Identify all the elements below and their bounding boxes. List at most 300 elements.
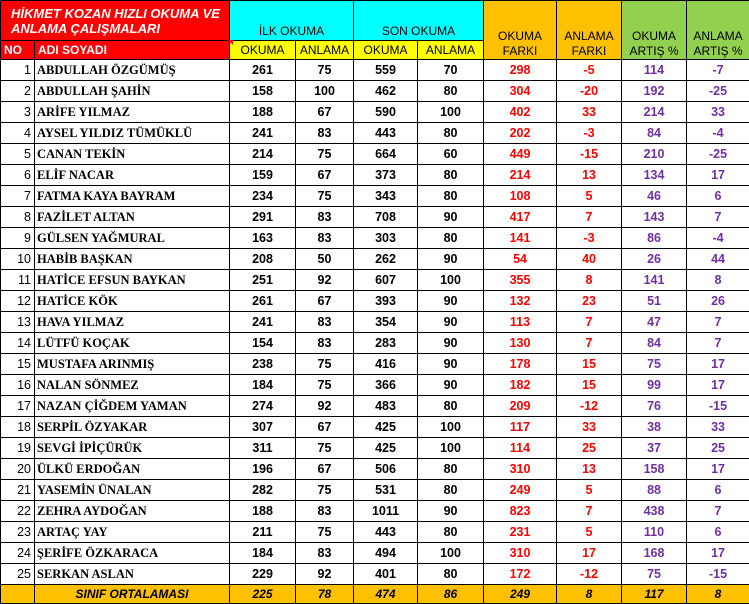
cell-okuma-farki[interactable]: 54 bbox=[484, 249, 557, 270]
cell-name[interactable]: SEVGİ İPİÇÜRÜK bbox=[35, 438, 230, 459]
cell-ilk-anlama[interactable]: 75 bbox=[296, 354, 354, 375]
cell-no[interactable]: 23 bbox=[1, 522, 35, 543]
cell-okuma-farki[interactable]: 130 bbox=[484, 333, 557, 354]
cell-no[interactable]: 24 bbox=[1, 543, 35, 564]
cell-son-okuma[interactable]: 483 bbox=[354, 396, 418, 417]
cell-ilk-okuma[interactable]: 159 bbox=[230, 165, 296, 186]
cell-name[interactable]: YASEMİN ÜNALAN bbox=[35, 480, 230, 501]
cell-anlama-farki[interactable]: -5 bbox=[557, 60, 622, 81]
cell-ilk-anlama[interactable]: 67 bbox=[296, 102, 354, 123]
cell-anlama-farki[interactable]: -12 bbox=[557, 564, 622, 585]
cell-ilk-anlama[interactable]: 75 bbox=[296, 186, 354, 207]
header-adi-soyadi[interactable]: ADI SOYADI bbox=[35, 41, 230, 60]
table-row bbox=[1, 102, 749, 123]
cell-anlama-farki[interactable]: -3 bbox=[557, 228, 622, 249]
cell-okuma-artis[interactable]: 46 bbox=[622, 186, 687, 207]
table-row bbox=[1, 522, 749, 543]
cell-ilk-okuma[interactable]: 184 bbox=[230, 375, 296, 396]
footer-son-anlama[interactable]: 86 bbox=[418, 585, 484, 604]
cell-name[interactable]: SERKAN ASLAN bbox=[35, 564, 230, 585]
cell-no[interactable]: 18 bbox=[1, 417, 35, 438]
cell-no[interactable]: 21 bbox=[1, 480, 35, 501]
cell-no[interactable]: 25 bbox=[1, 564, 35, 585]
cell-anlama-artis[interactable]: 33 bbox=[687, 417, 749, 438]
cell-anlama-farki[interactable]: 40 bbox=[557, 249, 622, 270]
cell-okuma-farki[interactable]: 117 bbox=[484, 417, 557, 438]
cell-son-okuma[interactable]: 283 bbox=[354, 333, 418, 354]
cell-ilk-okuma[interactable]: 196 bbox=[230, 459, 296, 480]
cell-okuma-artis[interactable]: 168 bbox=[622, 543, 687, 564]
cell-okuma-farki[interactable]: 402 bbox=[484, 102, 557, 123]
cell-no[interactable]: 6 bbox=[1, 165, 35, 186]
cell-okuma-artis[interactable]: 37 bbox=[622, 438, 687, 459]
cell-no[interactable]: 7 bbox=[1, 186, 35, 207]
cell-son-okuma[interactable]: 303 bbox=[354, 228, 418, 249]
cell-ilk-okuma[interactable]: 261 bbox=[230, 291, 296, 312]
cell-ilk-okuma[interactable]: 188 bbox=[230, 501, 296, 522]
header-okuma-artis[interactable]: OKUMA ARTIŞ % bbox=[622, 1, 687, 60]
cell-anlama-farki[interactable]: 17 bbox=[557, 543, 622, 564]
cell-ilk-anlama[interactable]: 67 bbox=[296, 459, 354, 480]
cell-no[interactable]: 19 bbox=[1, 438, 35, 459]
cell-ilk-okuma[interactable]: 307 bbox=[230, 417, 296, 438]
cell-anlama-artis[interactable]: 6 bbox=[687, 186, 749, 207]
header-son-okuma-sub[interactable]: OKUMA bbox=[354, 41, 418, 60]
table-row bbox=[1, 480, 749, 501]
cell-okuma-artis[interactable]: 76 bbox=[622, 396, 687, 417]
cell-no[interactable]: 2 bbox=[1, 81, 35, 102]
table-row bbox=[1, 123, 749, 144]
cell-anlama-artis[interactable]: 8 bbox=[687, 270, 749, 291]
table-row bbox=[1, 249, 749, 270]
cell-ilk-okuma[interactable]: 274 bbox=[230, 396, 296, 417]
cell-ilk-anlama[interactable]: 75 bbox=[296, 144, 354, 165]
footer-son-okuma[interactable]: 474 bbox=[354, 585, 418, 604]
table-row bbox=[1, 459, 749, 480]
header-ilk-okuma-sub[interactable]: OKUMA bbox=[230, 41, 296, 60]
cell-anlama-artis[interactable]: 7 bbox=[687, 312, 749, 333]
cell-name[interactable]: FATMA KAYA BAYRAM bbox=[35, 186, 230, 207]
cell-anlama-artis[interactable]: 7 bbox=[687, 207, 749, 228]
cell-okuma-farki[interactable]: 298 bbox=[484, 60, 557, 81]
cell-son-anlama[interactable]: 100 bbox=[418, 270, 484, 291]
cell-anlama-farki[interactable]: 7 bbox=[557, 501, 622, 522]
cell-anlama-farki[interactable]: 5 bbox=[557, 522, 622, 543]
table-row bbox=[1, 312, 749, 333]
cell-okuma-artis[interactable]: 110 bbox=[622, 522, 687, 543]
cell-son-okuma[interactable]: 425 bbox=[354, 438, 418, 459]
cell-son-okuma[interactable]: 590 bbox=[354, 102, 418, 123]
cell-no[interactable]: 5 bbox=[1, 144, 35, 165]
cell-ilk-okuma[interactable]: 229 bbox=[230, 564, 296, 585]
cell-okuma-farki[interactable]: 209 bbox=[484, 396, 557, 417]
cell-ilk-anlama[interactable]: 67 bbox=[296, 165, 354, 186]
cell-ilk-anlama[interactable]: 83 bbox=[296, 312, 354, 333]
cell-anlama-farki[interactable]: 5 bbox=[557, 186, 622, 207]
cell-okuma-artis[interactable]: 86 bbox=[622, 228, 687, 249]
cell-anlama-artis[interactable]: -25 bbox=[687, 144, 749, 165]
cell-ilk-okuma[interactable]: 291 bbox=[230, 207, 296, 228]
cell-okuma-farki[interactable]: 132 bbox=[484, 291, 557, 312]
cell-okuma-artis[interactable]: 141 bbox=[622, 270, 687, 291]
data-rows bbox=[1, 60, 749, 585]
cell-son-okuma[interactable]: 664 bbox=[354, 144, 418, 165]
cell-son-okuma[interactable]: 393 bbox=[354, 291, 418, 312]
cell-son-okuma[interactable]: 462 bbox=[354, 81, 418, 102]
table-row bbox=[1, 438, 749, 459]
cell-ilk-okuma[interactable]: 251 bbox=[230, 270, 296, 291]
cell-son-okuma[interactable]: 559 bbox=[354, 60, 418, 81]
table-row bbox=[1, 60, 749, 81]
cell-ilk-okuma[interactable]: 234 bbox=[230, 186, 296, 207]
cell-anlama-artis[interactable]: 17 bbox=[687, 165, 749, 186]
cell-ilk-okuma[interactable]: 214 bbox=[230, 144, 296, 165]
cell-son-anlama[interactable]: 70 bbox=[418, 60, 484, 81]
cell-name[interactable]: ZEHRA AYDOĞAN bbox=[35, 501, 230, 522]
cell-anlama-farki[interactable]: 5 bbox=[557, 480, 622, 501]
cell-son-okuma[interactable]: 401 bbox=[354, 564, 418, 585]
cell-son-anlama[interactable]: 90 bbox=[418, 312, 484, 333]
cell-anlama-farki[interactable]: 15 bbox=[557, 354, 622, 375]
table-row bbox=[1, 270, 749, 291]
cell-ilk-okuma[interactable]: 238 bbox=[230, 354, 296, 375]
cell-okuma-artis[interactable]: 134 bbox=[622, 165, 687, 186]
cell-anlama-artis[interactable]: -15 bbox=[687, 396, 749, 417]
cell-ilk-anlama[interactable]: 83 bbox=[296, 333, 354, 354]
header-no[interactable]: NO bbox=[1, 41, 35, 60]
cell-anlama-artis[interactable]: 25 bbox=[687, 438, 749, 459]
cell-anlama-farki[interactable]: 13 bbox=[557, 459, 622, 480]
cell-no[interactable]: 1 bbox=[1, 60, 35, 81]
cell-son-anlama[interactable]: 100 bbox=[418, 438, 484, 459]
cell-son-anlama[interactable]: 80 bbox=[418, 186, 484, 207]
table-row bbox=[1, 228, 749, 249]
table-row bbox=[1, 165, 749, 186]
cell-okuma-artis[interactable]: 114 bbox=[622, 60, 687, 81]
cell-ilk-anlama[interactable]: 75 bbox=[296, 60, 354, 81]
cell-name[interactable]: NALAN SÖNMEZ bbox=[35, 375, 230, 396]
cell-no[interactable]: 14 bbox=[1, 333, 35, 354]
cell-okuma-artis[interactable]: 38 bbox=[622, 417, 687, 438]
cell-name[interactable]: ABDULLAH ŞAHİN bbox=[35, 81, 230, 102]
cell-okuma-farki[interactable]: 823 bbox=[484, 501, 557, 522]
cell-ilk-anlama[interactable]: 83 bbox=[296, 123, 354, 144]
cell-okuma-artis[interactable]: 210 bbox=[622, 144, 687, 165]
cell-anlama-artis[interactable]: 26 bbox=[687, 291, 749, 312]
cell-anlama-artis[interactable]: 17 bbox=[687, 375, 749, 396]
cell-anlama-artis[interactable]: 6 bbox=[687, 522, 749, 543]
cell-son-anlama[interactable]: 80 bbox=[418, 81, 484, 102]
cell-okuma-farki[interactable]: 417 bbox=[484, 207, 557, 228]
cell-okuma-farki[interactable]: 202 bbox=[484, 123, 557, 144]
cell-anlama-artis[interactable]: -7 bbox=[687, 60, 749, 81]
cell-no[interactable]: 22 bbox=[1, 501, 35, 522]
cell-okuma-farki[interactable]: 249 bbox=[484, 480, 557, 501]
cell-ilk-okuma[interactable]: 184 bbox=[230, 543, 296, 564]
table-row bbox=[1, 501, 749, 522]
cell-son-okuma[interactable]: 262 bbox=[354, 249, 418, 270]
cell-okuma-farki[interactable]: 172 bbox=[484, 564, 557, 585]
cell-name[interactable]: HATİCE EFSUN BAYKAN bbox=[35, 270, 230, 291]
cell-okuma-farki[interactable]: 114 bbox=[484, 438, 557, 459]
cell-anlama-artis[interactable]: -25 bbox=[687, 81, 749, 102]
cell-okuma-farki[interactable]: 355 bbox=[484, 270, 557, 291]
cell-ilk-okuma[interactable]: 154 bbox=[230, 333, 296, 354]
cell-no[interactable]: 9 bbox=[1, 228, 35, 249]
cell-name[interactable]: HAVA YILMAZ bbox=[35, 312, 230, 333]
cell-ilk-anlama[interactable]: 100 bbox=[296, 81, 354, 102]
sheet-title[interactable]: HİKMET KOZAN HIZLI OKUMA VE ANLAMA ÇALIŞMALARI bbox=[1, 1, 230, 41]
table-row bbox=[1, 186, 749, 207]
cell-okuma-artis[interactable]: 84 bbox=[622, 333, 687, 354]
cell-no[interactable]: 17 bbox=[1, 396, 35, 417]
cell-okuma-artis[interactable]: 75 bbox=[622, 354, 687, 375]
cell-son-anlama[interactable]: 60 bbox=[418, 144, 484, 165]
cell-name[interactable]: ABDULLAH ÖZGÜMÜŞ bbox=[35, 60, 230, 81]
cell-okuma-farki[interactable]: 304 bbox=[484, 81, 557, 102]
cell-anlama-artis[interactable]: 17 bbox=[687, 459, 749, 480]
cell-son-okuma[interactable]: 373 bbox=[354, 165, 418, 186]
footer-anlama-farki[interactable]: 8 bbox=[557, 585, 622, 604]
cell-name[interactable]: ÜLKÜ ERDOĞAN bbox=[35, 459, 230, 480]
cell-name[interactable]: CANAN TEKİN bbox=[35, 144, 230, 165]
cell-okuma-farki[interactable]: 182 bbox=[484, 375, 557, 396]
cell-anlama-artis[interactable]: 6 bbox=[687, 480, 749, 501]
cell-son-anlama[interactable]: 80 bbox=[418, 228, 484, 249]
cell-anlama-farki[interactable]: -3 bbox=[557, 123, 622, 144]
header-okuma-farki[interactable]: OKUMA FARKI bbox=[484, 1, 557, 60]
table-row bbox=[1, 354, 749, 375]
cell-name[interactable]: SERPİL ÖZYAKAR bbox=[35, 417, 230, 438]
table-row bbox=[1, 291, 749, 312]
cell-ilk-anlama[interactable]: 75 bbox=[296, 480, 354, 501]
cell-son-anlama[interactable]: 100 bbox=[418, 417, 484, 438]
cell-anlama-artis[interactable]: 17 bbox=[687, 354, 749, 375]
cell-anlama-farki[interactable]: -15 bbox=[557, 144, 622, 165]
cell-ilk-anlama[interactable]: 50 bbox=[296, 249, 354, 270]
cell-ilk-okuma[interactable]: 311 bbox=[230, 438, 296, 459]
cell-anlama-artis[interactable]: 17 bbox=[687, 543, 749, 564]
cell-son-anlama[interactable]: 100 bbox=[418, 102, 484, 123]
cell-okuma-artis[interactable]: 143 bbox=[622, 207, 687, 228]
cell-son-okuma[interactable]: 531 bbox=[354, 480, 418, 501]
table-row bbox=[1, 543, 749, 564]
cell-anlama-artis[interactable]: 33 bbox=[687, 102, 749, 123]
cell-son-anlama[interactable]: 90 bbox=[418, 501, 484, 522]
cell-no[interactable]: 12 bbox=[1, 291, 35, 312]
cell-okuma-artis[interactable]: 88 bbox=[622, 480, 687, 501]
cell-son-anlama[interactable]: 80 bbox=[418, 459, 484, 480]
header-ilk-anlama-sub[interactable]: ANLAMA bbox=[296, 41, 354, 60]
cell-ilk-anlama[interactable]: 75 bbox=[296, 375, 354, 396]
cell-anlama-farki[interactable]: 7 bbox=[557, 333, 622, 354]
header-row-1 bbox=[1, 1, 749, 41]
cell-name[interactable]: NAZAN ÇİĞDEM YAMAN bbox=[35, 396, 230, 417]
cell-name[interactable]: HATİCE KÖK bbox=[35, 291, 230, 312]
cell-okuma-artis[interactable]: 26 bbox=[622, 249, 687, 270]
cell-okuma-artis[interactable]: 84 bbox=[622, 123, 687, 144]
cell-ilk-okuma[interactable]: 208 bbox=[230, 249, 296, 270]
cell-ilk-anlama[interactable]: 67 bbox=[296, 417, 354, 438]
cell-okuma-farki[interactable]: 108 bbox=[484, 186, 557, 207]
cell-anlama-artis[interactable]: -4 bbox=[687, 123, 749, 144]
cell-ilk-anlama[interactable]: 92 bbox=[296, 270, 354, 291]
cell-name[interactable]: ARİFE YILMAZ bbox=[35, 102, 230, 123]
cell-son-okuma[interactable]: 354 bbox=[354, 312, 418, 333]
cell-ilk-okuma[interactable]: 261 bbox=[230, 60, 296, 81]
header-ilk-okuma[interactable]: İLK OKUMA bbox=[230, 1, 354, 41]
cell-name[interactable]: ARTAÇ YAY bbox=[35, 522, 230, 543]
cell-anlama-farki[interactable]: 13 bbox=[557, 165, 622, 186]
cell-anlama-artis[interactable]: 7 bbox=[687, 333, 749, 354]
cell-ilk-anlama[interactable]: 83 bbox=[296, 543, 354, 564]
cell-name[interactable]: ŞERİFE ÖZKARACA bbox=[35, 543, 230, 564]
cell-okuma-artis[interactable]: 47 bbox=[622, 312, 687, 333]
cell-ilk-okuma[interactable]: 163 bbox=[230, 228, 296, 249]
cell-okuma-farki[interactable]: 310 bbox=[484, 459, 557, 480]
cell-son-okuma[interactable]: 607 bbox=[354, 270, 418, 291]
cell-no[interactable]: 10 bbox=[1, 249, 35, 270]
cell-ilk-anlama[interactable]: 67 bbox=[296, 291, 354, 312]
cell-anlama-farki[interactable]: 7 bbox=[557, 312, 622, 333]
cell-anlama-artis[interactable]: 7 bbox=[687, 501, 749, 522]
cell-name[interactable]: LÜTFÜ KOÇAK bbox=[35, 333, 230, 354]
cell-anlama-farki[interactable]: -20 bbox=[557, 81, 622, 102]
cell-okuma-farki[interactable]: 310 bbox=[484, 543, 557, 564]
cell-ilk-okuma[interactable]: 241 bbox=[230, 123, 296, 144]
cell-no[interactable]: 15 bbox=[1, 354, 35, 375]
footer-okuma-farki[interactable]: 249 bbox=[484, 585, 557, 604]
cell-anlama-farki[interactable]: 33 bbox=[557, 102, 622, 123]
cell-son-okuma[interactable]: 506 bbox=[354, 459, 418, 480]
cell-anlama-farki[interactable]: 15 bbox=[557, 375, 622, 396]
footer-ilk-anlama[interactable]: 78 bbox=[296, 585, 354, 604]
table-row bbox=[1, 333, 749, 354]
header-son-okuma[interactable]: SON OKUMA bbox=[354, 1, 484, 41]
cell-son-okuma[interactable]: 343 bbox=[354, 186, 418, 207]
table-row bbox=[1, 396, 749, 417]
cell-son-okuma[interactable]: 366 bbox=[354, 375, 418, 396]
cell-no[interactable]: 20 bbox=[1, 459, 35, 480]
cell-ilk-okuma[interactable]: 188 bbox=[230, 102, 296, 123]
cell-anlama-farki[interactable]: 8 bbox=[557, 270, 622, 291]
cell-son-anlama[interactable]: 90 bbox=[418, 354, 484, 375]
header-anlama-artis[interactable]: ANLAMA ARTIŞ % bbox=[687, 1, 749, 60]
cell-no[interactable]: 16 bbox=[1, 375, 35, 396]
cell-okuma-farki[interactable]: 141 bbox=[484, 228, 557, 249]
cell-no[interactable]: 8 bbox=[1, 207, 35, 228]
cell-okuma-artis[interactable]: 158 bbox=[622, 459, 687, 480]
cell-no[interactable]: 3 bbox=[1, 102, 35, 123]
table-row bbox=[1, 417, 749, 438]
cell-anlama-farki[interactable]: 25 bbox=[557, 438, 622, 459]
cell-no[interactable]: 4 bbox=[1, 123, 35, 144]
cell-ilk-anlama[interactable]: 83 bbox=[296, 207, 354, 228]
cell-son-anlama[interactable]: 90 bbox=[418, 291, 484, 312]
cell-ilk-anlama[interactable]: 92 bbox=[296, 564, 354, 585]
cell-name[interactable]: AYSEL YILDIZ TÜMÜKLÜ bbox=[35, 123, 230, 144]
cell-son-anlama[interactable]: 90 bbox=[418, 249, 484, 270]
header-son-anlama-sub[interactable]: ANLAMA bbox=[418, 41, 484, 60]
footer-label[interactable]: SINIF ORTALAMASI bbox=[35, 585, 230, 604]
cell-son-anlama[interactable]: 80 bbox=[418, 396, 484, 417]
cell-son-anlama[interactable]: 80 bbox=[418, 522, 484, 543]
cell-okuma-farki[interactable]: 214 bbox=[484, 165, 557, 186]
cell-okuma-artis[interactable]: 438 bbox=[622, 501, 687, 522]
cell-son-anlama[interactable]: 80 bbox=[418, 123, 484, 144]
cell-name[interactable]: HABİB BAŞKAN bbox=[35, 249, 230, 270]
table-row bbox=[1, 81, 749, 102]
cell-okuma-farki[interactable]: 113 bbox=[484, 312, 557, 333]
cell-ilk-okuma[interactable]: 158 bbox=[230, 81, 296, 102]
table-row bbox=[1, 564, 749, 585]
footer-okuma-artis[interactable]: 117 bbox=[622, 585, 687, 604]
cell-anlama-farki[interactable]: 23 bbox=[557, 291, 622, 312]
cell-son-anlama[interactable]: 90 bbox=[418, 207, 484, 228]
cell-anlama-farki[interactable]: -12 bbox=[557, 396, 622, 417]
cell-son-okuma[interactable]: 416 bbox=[354, 354, 418, 375]
cell-okuma-farki[interactable]: 449 bbox=[484, 144, 557, 165]
cell-ilk-anlama[interactable]: 75 bbox=[296, 438, 354, 459]
cell-name[interactable]: GÜLSEN YAĞMURAL bbox=[35, 228, 230, 249]
cell-anlama-artis[interactable]: -15 bbox=[687, 564, 749, 585]
cell-ilk-anlama[interactable]: 83 bbox=[296, 501, 354, 522]
cell-name[interactable]: FAZİLET ALTAN bbox=[35, 207, 230, 228]
cell-son-okuma[interactable]: 425 bbox=[354, 417, 418, 438]
cell-son-okuma[interactable]: 443 bbox=[354, 123, 418, 144]
cell-ilk-okuma[interactable]: 241 bbox=[230, 312, 296, 333]
table-row bbox=[1, 207, 749, 228]
cell-ilk-anlama[interactable]: 92 bbox=[296, 396, 354, 417]
cell-ilk-anlama[interactable]: 83 bbox=[296, 228, 354, 249]
cell-ilk-okuma[interactable]: 211 bbox=[230, 522, 296, 543]
cell-son-anlama[interactable]: 80 bbox=[418, 165, 484, 186]
cell-son-okuma[interactable]: 708 bbox=[354, 207, 418, 228]
cell-anlama-artis[interactable]: -4 bbox=[687, 228, 749, 249]
cell-name[interactable]: ELİF NACAR bbox=[35, 165, 230, 186]
cell-okuma-farki[interactable]: 231 bbox=[484, 522, 557, 543]
cell-ilk-okuma[interactable]: 282 bbox=[230, 480, 296, 501]
table-row bbox=[1, 144, 749, 165]
footer-anlama-artis[interactable]: 8 bbox=[687, 585, 749, 604]
cell-son-okuma[interactable]: 494 bbox=[354, 543, 418, 564]
cell-son-okuma[interactable]: 1011 bbox=[354, 501, 418, 522]
cell-anlama-farki[interactable]: 33 bbox=[557, 417, 622, 438]
cell-anlama-artis[interactable]: 44 bbox=[687, 249, 749, 270]
table-row bbox=[1, 375, 749, 396]
cell-okuma-artis[interactable]: 192 bbox=[622, 81, 687, 102]
cell-name[interactable]: MUSTAFA ARINMIŞ bbox=[35, 354, 230, 375]
cell-no[interactable]: 13 bbox=[1, 312, 35, 333]
footer-ilk-okuma[interactable]: 225 bbox=[230, 585, 296, 604]
cell-son-anlama[interactable]: 80 bbox=[418, 564, 484, 585]
cell-son-okuma[interactable]: 443 bbox=[354, 522, 418, 543]
cell-okuma-artis[interactable]: 99 bbox=[622, 375, 687, 396]
cell-son-anlama[interactable]: 90 bbox=[418, 333, 484, 354]
cell-okuma-artis[interactable]: 214 bbox=[622, 102, 687, 123]
cell-no[interactable]: 11 bbox=[1, 270, 35, 291]
cell-ilk-anlama[interactable]: 75 bbox=[296, 522, 354, 543]
cell-son-anlama[interactable]: 80 bbox=[418, 480, 484, 501]
cell-okuma-artis[interactable]: 75 bbox=[622, 564, 687, 585]
comment-indicator-icon bbox=[228, 40, 233, 45]
cell-okuma-farki[interactable]: 178 bbox=[484, 354, 557, 375]
header-anlama-farki[interactable]: ANLAMA FARKI bbox=[557, 1, 622, 60]
cell-okuma-artis[interactable]: 51 bbox=[622, 291, 687, 312]
cell-son-anlama[interactable]: 90 bbox=[418, 375, 484, 396]
cell-son-anlama[interactable]: 100 bbox=[418, 543, 484, 564]
cell-anlama-farki[interactable]: 7 bbox=[557, 207, 622, 228]
